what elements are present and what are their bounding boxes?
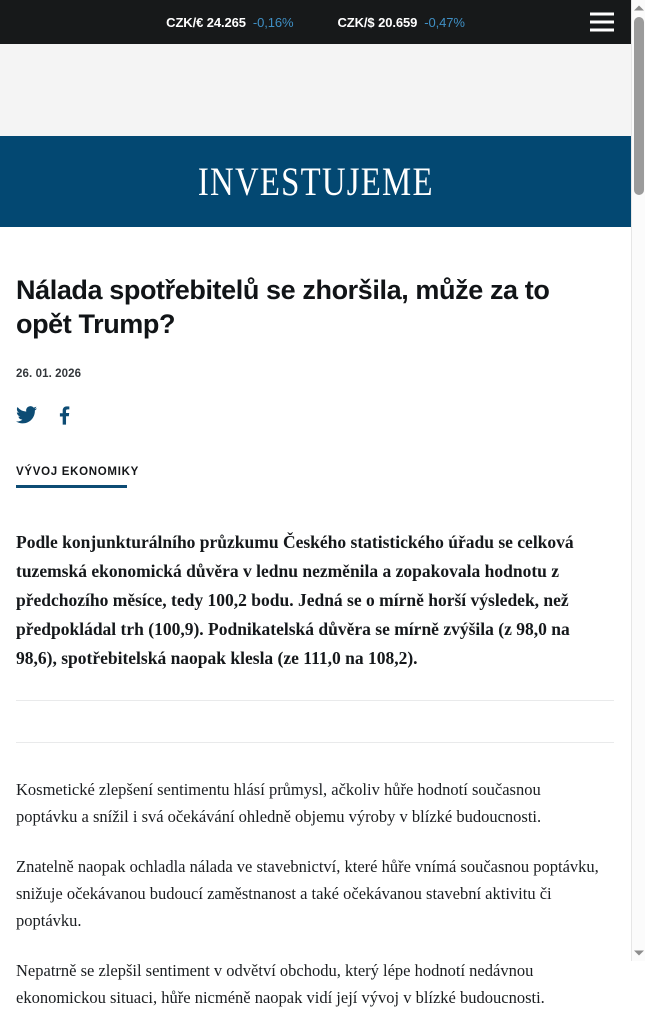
article-title: Nálada spotřebitelů se zhoršila, může za to opět Trump? xyxy=(16,275,550,339)
ticker-item-czk-usd[interactable] xyxy=(338,15,465,30)
share-buttons-row xyxy=(16,404,615,426)
facebook-icon[interactable] xyxy=(59,406,70,425)
hamburger-bar xyxy=(590,13,614,16)
ticker-item-czk-eur[interactable] xyxy=(166,15,293,30)
ticker-change-label: -0,16% xyxy=(252,14,294,30)
article-category-label: VÝVOJ EKONOMIKY xyxy=(16,466,139,478)
scroll-down-arrow-icon[interactable] xyxy=(632,946,645,960)
ticker-change-label: -0,47% xyxy=(424,14,465,30)
article-paragraph: Kosmetické zlepšení sentimentu hlásí průmysl, ačkoliv hůře hodnotí současnou poptávku a snížil i svá očekávání ohledně objemu výroby v blízké budoucnosti. xyxy=(16,780,542,826)
article-container xyxy=(0,227,631,1011)
content-divider xyxy=(16,700,614,701)
article-lead-paragraph: Podle konjunkturálního průzkumu Českého statistického úřadu se celková tuzemská ekonomická důvěra v lednu nezměnila a zopakovala hodnotu z předchozího měsíce, tedy 100,2 bodu. Jedná se o mírně horší výsledek, než předpokládal trh (100,9). Podnikatelská důvěra se mírně zvýšila (z 98,0 na 98,6), spotřebitelská naopak klesla (ze 111,0 na 108,2). xyxy=(16,532,574,668)
article-paragraph: Nepatrně se zlepšil sentiment v odvětví obchodu, který lépe hodnotí nedávnou ekonomickou situaci, hůře nicméně naopak vidí její vývoj v blízké budoucnosti. xyxy=(16,961,545,1007)
hamburger-bar xyxy=(590,21,614,24)
arrow-glyph xyxy=(634,6,644,11)
currency-ticker-bar xyxy=(0,0,631,44)
article-date: 26. 01. 2026 xyxy=(16,368,82,380)
article-paragraph: Znatelně naopak ochladla nálada ve stavebnictví, které hůře vnímá současnou poptávku, snižuje očekávanou budoucí zaměstnanost a také očekávanou stavební aktivitu či poptávku. xyxy=(16,857,599,930)
hamburger-menu-icon[interactable] xyxy=(590,13,614,32)
arrow-glyph xyxy=(634,951,644,956)
scroll-up-arrow-icon[interactable] xyxy=(632,1,645,15)
ticker-pair-label: CZK/$ 20.659 xyxy=(337,14,418,30)
scrollbar-thumb[interactable] xyxy=(634,17,644,195)
ticker-pair-label: CZK/€ 24.265 xyxy=(166,14,246,30)
top-ad-band xyxy=(0,44,631,136)
hamburger-bar xyxy=(590,29,614,32)
page-scrollbar[interactable] xyxy=(631,0,645,961)
site-header-band xyxy=(0,136,631,227)
twitter-icon[interactable] xyxy=(16,406,37,424)
site-logo[interactable]: INVESTUJEME xyxy=(197,159,434,204)
article-category-block[interactable] xyxy=(16,466,615,488)
